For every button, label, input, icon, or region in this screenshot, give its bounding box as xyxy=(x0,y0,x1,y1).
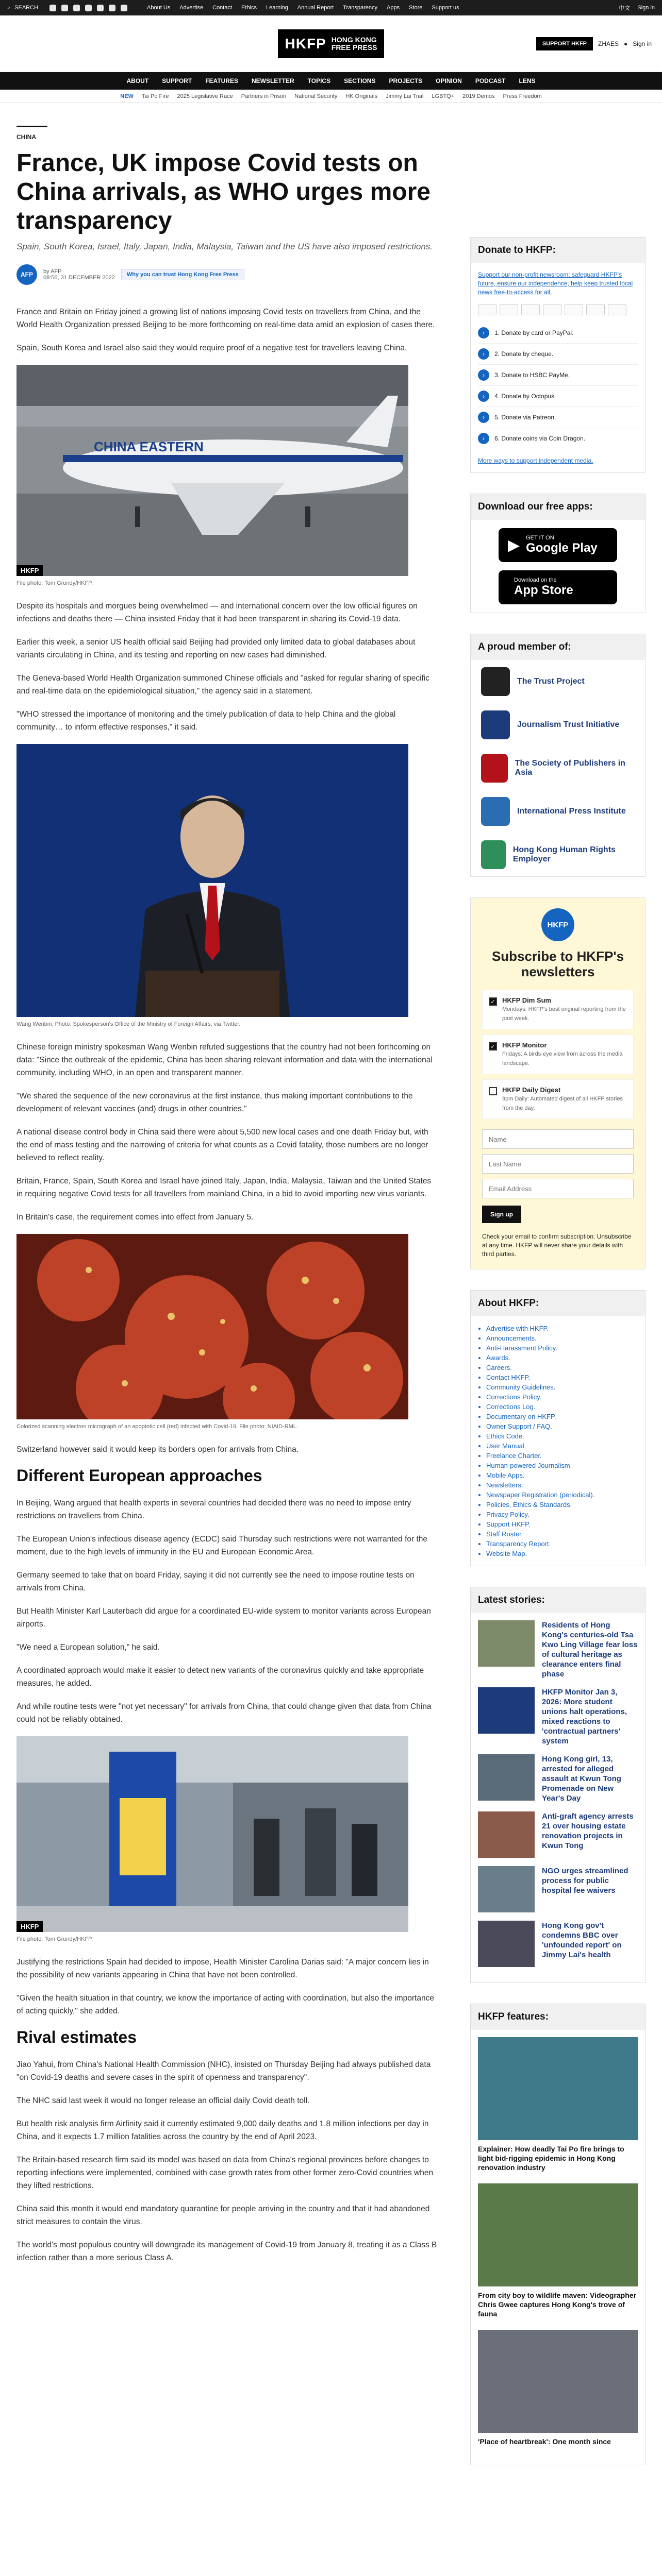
nav-newsletter[interactable]: NEWSLETTER xyxy=(251,77,294,84)
paragraph: "We need a European solution," he said. xyxy=(16,1643,160,1652)
paypal-icon xyxy=(521,304,540,315)
latest-story[interactable] xyxy=(478,1687,638,1746)
nav-topics[interactable]: TOPICS xyxy=(307,77,331,84)
payment-icons xyxy=(478,304,638,315)
nav-sections[interactable]: SECTIONS xyxy=(344,77,376,84)
section-heading: Rival estimates xyxy=(16,2028,137,2046)
about-link[interactable]: • Mobile Apps. xyxy=(486,1470,638,1480)
about-link[interactable]: • Community Guidelines. xyxy=(486,1382,638,1392)
about-link[interactable]: • Documentary on HKFP. xyxy=(486,1412,638,1421)
support-hkfp-button[interactable]: SUPPORT HKFP xyxy=(536,37,593,50)
util-link-support[interactable]: Support us xyxy=(432,5,459,11)
chevron-right-icon: › xyxy=(478,327,489,338)
nav-podcast[interactable]: PODCAST xyxy=(475,77,506,84)
ipi-logo xyxy=(481,797,510,826)
about-link[interactable]: • Website Map. xyxy=(486,1549,638,1558)
about-heading: About HKFP: xyxy=(471,1291,645,1316)
utility-links xyxy=(147,5,459,11)
nav-features[interactable]: FEATURES xyxy=(205,77,238,84)
donate-option[interactable] xyxy=(478,428,638,449)
member-sopa[interactable] xyxy=(471,747,645,790)
topbar-signin[interactable]: Sign in xyxy=(637,5,655,11)
feature-image xyxy=(478,2037,638,2140)
member-box xyxy=(470,634,646,877)
paragraph: "WHO stressed the importance of monitoring and the timely publication of data to help China and the global community… to inform effective responses," it said. xyxy=(16,710,396,732)
trending-link[interactable]: Partners in Prison xyxy=(241,93,287,99)
paragraph: Chinese foreign ministry spokesman Wang Wenbin refuted suggestions that the country had not been forthcoming on data: "Since the outbreak of the epidemic, China has been sharing relevant information and data with the international community, including WHO, in an open and transparent manner. xyxy=(16,1043,433,1077)
about-links xyxy=(471,1316,645,1566)
about-link[interactable]: • Human-powered Journalism. xyxy=(486,1461,638,1470)
about-box xyxy=(470,1290,646,1566)
about-link[interactable]: • Support HKFP. xyxy=(486,1519,638,1529)
spokesman-photo xyxy=(16,744,408,1017)
section-heading: Different European approaches xyxy=(16,1466,262,1485)
sopa-logo xyxy=(481,754,508,783)
sidebar xyxy=(470,237,646,2486)
nav-about[interactable]: ABOUT xyxy=(126,77,149,84)
paragraph: A national disease control body in China said there were about 5,500 new local cases and one death Friday but, with the end of mass testing and the narrowing of criteria for what counts as a Covid fatality, those numbers are no longer believed to reflect reality. xyxy=(16,1128,428,1162)
chevron-right-icon: › xyxy=(478,348,489,360)
photo-caption: File photo: Tom Grundy/HKFP. xyxy=(16,580,93,586)
social-icons xyxy=(49,5,127,11)
member-name: The Society of Publishers in Asia xyxy=(515,759,625,777)
donate-option-label: 6. Donate coins via Coin Dragon. xyxy=(494,435,586,442)
member-trust-project[interactable] xyxy=(471,660,645,703)
donate-option-label: 2. Donate by cheque. xyxy=(494,350,554,358)
facebook-icon[interactable] xyxy=(61,5,68,11)
donate-option[interactable] xyxy=(478,323,638,344)
airport-photo xyxy=(16,1736,408,1932)
paragraph: The European Union's infectious disease agency (ECDC) said Thursday such restrictions were not warranted for the moment, due to the high levels of immunity in the EU and European Economic Area. xyxy=(16,1535,428,1556)
trending-link[interactable]: 2025 Legislative Race xyxy=(177,93,233,99)
paragraph: France and Britain on Friday joined a growing list of nations imposing Covid tests on travellers from China, and the World Health Organization pressed Beijing to be more forthcoming on real-time data amid an explosion of cases there. xyxy=(16,308,435,329)
article-category[interactable]: CHINA xyxy=(16,126,47,141)
feature-title: 'Place of heartbreak': One month since xyxy=(478,2437,611,2446)
story-title: Anti-graft agency arrests 21 over housing estate renovation projects in Kwun Tong xyxy=(542,1812,634,1850)
feature-image xyxy=(478,2183,638,2286)
more-ways-link[interactable]: More ways to support independent media. xyxy=(478,457,593,464)
instagram-icon[interactable] xyxy=(73,5,80,11)
chevron-right-icon: › xyxy=(478,369,489,381)
paragraph: Despite its hospitals and morgues being overwhelmed — and international concern over the low official figures on infections and deaths there — China insisted Friday that it had been transparent in sharing its Covid-19 data. xyxy=(16,602,418,623)
trending-link[interactable]: Press Freedom xyxy=(503,93,542,99)
photo-caption: File photo: Tom Grundy/HKFP. xyxy=(16,1936,93,1942)
donate-option-label: 4. Donate by Octopus. xyxy=(494,393,556,400)
util-link-store[interactable]: Store xyxy=(409,5,423,11)
paragraph: And while routine tests were "not yet necessary" for arrivals from China, that could change given that data from China could not be reliably obtained. xyxy=(16,1702,432,1724)
about-link[interactable]: • Corrections Log. xyxy=(486,1402,638,1412)
author-name[interactable]: by AFP xyxy=(43,268,62,275)
newsletter-option[interactable] xyxy=(482,1079,634,1119)
donate-option[interactable] xyxy=(478,365,638,386)
newsletter-logo: HKFP xyxy=(541,908,574,941)
chinese-link[interactable]: 中文 xyxy=(619,5,631,11)
newsletter-name: HKFP Monitor xyxy=(502,1041,547,1049)
util-link-contact[interactable]: Contact xyxy=(212,5,233,11)
article-body xyxy=(16,306,439,2264)
newsletter-option[interactable] xyxy=(482,1035,634,1074)
header-signin[interactable]: Sign in xyxy=(633,40,652,47)
feature-story[interactable] xyxy=(478,2183,638,2318)
about-link[interactable]: • Awards. xyxy=(486,1353,638,1363)
header-actions xyxy=(536,37,652,50)
latest-story[interactable] xyxy=(478,1620,638,1679)
checkbox-checked[interactable]: ✓ xyxy=(489,1042,497,1050)
feature-story[interactable] xyxy=(478,2037,638,2172)
paragraph: Jiao Yahui, from China's National Health Commission (NHC), insisted on Thursday Beijing had always published data "on Covid-19 deaths and severe cases in the spirit of openness and transparency". xyxy=(16,2060,431,2082)
story-title: HKFP Monitor Jan 3, 2026: More student unions halt operations, mixed reactions to 'contractual partners' system xyxy=(542,1688,627,1745)
member-heading: A proud member of: xyxy=(471,634,645,660)
nav-lens[interactable]: LENS xyxy=(519,77,536,84)
feature-title: From city boy to wildlife maven: Videographer Chris Gwee captures Hong Kong's trove of fauna xyxy=(478,2291,637,2318)
newsletter-box xyxy=(470,897,646,1269)
airport-image xyxy=(16,1736,408,1932)
plane-image xyxy=(16,365,408,576)
paragraph: Britain, France, Spain, South Korea and Israel have joined Italy, Japan, India, Malaysia, Taiwan and the United States in requiring negative Covid tests for all travellers from mainland China, in a bid to avoid importing new virus variants. xyxy=(16,1177,432,1198)
paragraph: In Britain's case, the requirement comes into effect from January 5. xyxy=(16,1213,254,1222)
trending-bar xyxy=(0,90,662,103)
google-play-button[interactable] xyxy=(499,528,617,562)
paragraph: China said this month it would end mandatory quarantine for people arriving in the country and that it had abandoned strict measures to contain the virus. xyxy=(16,2205,430,2226)
trending-link[interactable]: Jimmy Lai Trial xyxy=(386,93,424,99)
language-link[interactable]: ZHAES xyxy=(598,40,619,47)
about-link[interactable]: • Transparency Report. xyxy=(486,1539,638,1549)
donate-intro-link[interactable]: Support our non-profit newsroom: safeguard HKFP's future, ensure our independence, help keep trusted local news free-to-access for all. xyxy=(478,271,633,296)
about-link[interactable]: • Policies, Ethics & Standards. xyxy=(486,1500,638,1510)
newsletter-name: HKFP Dim Sum xyxy=(502,996,552,1004)
paragraph: In Beijing, Wang argued that health experts in several countries had decided there was no need to impose entry restrictions on travellers from China. xyxy=(16,1499,411,1520)
about-link[interactable]: • Owner Support / FAQ. xyxy=(486,1421,638,1431)
paragraph: Switzerland however said it would keep its borders open for arrivals from China. xyxy=(16,1445,299,1454)
about-link[interactable]: • Corrections Policy. xyxy=(486,1392,638,1402)
logo-subtext xyxy=(332,36,377,52)
top-utility-bar xyxy=(0,0,662,15)
logo-line-1: HONG KONG xyxy=(331,35,377,44)
paragraph: But health risk analysis firm Airfinity said it currently estimated 9,000 daily deaths and 1.8 million infections per day in China, and it expects 1.7 million fatalities across the country by the end of April 2023. xyxy=(16,2120,429,2141)
features-box xyxy=(470,2004,646,2465)
latest-heading: Latest stories: xyxy=(471,1587,645,1613)
paragraph: A coordinated approach would make it easier to detect new variants of the coronavirus quickly and take appropriate measures, he added. xyxy=(16,1666,424,1688)
last-name-input[interactable] xyxy=(482,1154,634,1174)
article xyxy=(16,103,439,2275)
chevron-right-icon: › xyxy=(478,433,489,444)
trending-link[interactable]: LGBTQ+ xyxy=(432,93,455,99)
trending-link[interactable]: 2019 Demos xyxy=(462,93,495,99)
nav-projects[interactable]: PROJECTS xyxy=(389,77,423,84)
story-title: Hong Kong girl, 13, arrested for alleged assault at Kwun Tong Promenade on New Year's Day xyxy=(542,1755,621,1803)
utility-right xyxy=(619,4,655,12)
about-link[interactable]: • Ethics Code. xyxy=(486,1431,638,1441)
paragraph: The NHC said last week it would no longer release an official daily Covid death toll. xyxy=(16,2096,310,2105)
trending-link[interactable]: HK Originals xyxy=(345,93,378,99)
features-heading: HKFP features: xyxy=(471,2004,645,2030)
photo-caption: Wang Wenbin. Photo: Spokesperson's Office of the Ministry of Foreign Affairs, via Twitter. xyxy=(16,1021,241,1027)
telegram-icon[interactable] xyxy=(121,5,127,11)
trending-link[interactable]: Tai Po Fire xyxy=(141,93,169,99)
paragraph: Spain, South Korea and Israel also said they would require proof of a negative test for travellers leaving China. xyxy=(16,344,407,352)
new-badge: NEW xyxy=(120,93,134,99)
newsletter-desc: 9pm Daily: Automated digest of all HKFP stories from the day. xyxy=(502,1096,623,1111)
about-link[interactable]: • Advertise with HKFP. xyxy=(486,1324,638,1333)
paragraph: The world's most populous country will downgrade its management of Covid-19 from January 8, treating it as a Class B infection rather than a more serious Class A. xyxy=(16,2241,437,2262)
member-name: Journalism Trust Initiative xyxy=(517,720,620,729)
about-link[interactable]: • Contact HKFP. xyxy=(486,1372,638,1382)
checkbox-unchecked[interactable] xyxy=(489,1087,497,1095)
latest-box xyxy=(470,1587,646,1983)
about-link[interactable]: • Staff Roster. xyxy=(486,1529,638,1539)
youtube-icon[interactable] xyxy=(97,5,104,11)
hkfp-logo[interactable] xyxy=(278,29,385,58)
paragraph: But Health Minister Karl Lauterbach did argue for a coordinated EU-wide system to monitor variants across European airports. xyxy=(16,1607,431,1629)
story-title: NGO urges streamlined process for public hospital fee waivers xyxy=(542,1867,628,1895)
search-icon[interactable]: ⌕ xyxy=(7,4,11,11)
app-store-big: App Store xyxy=(514,583,573,597)
story-title: Hong Kong gov't condemns BBC over 'unfounded report' on Jimmy Lai's health xyxy=(542,1921,622,1959)
octopus-icon xyxy=(586,304,605,315)
amex-icon xyxy=(543,304,561,315)
email-input[interactable] xyxy=(482,1179,634,1198)
story-title: Residents of Hong Kong's centuries-old Tsa Kwo Ling Village fear loss of cultural heritage as clearance enters final phase xyxy=(542,1621,638,1679)
latest-story[interactable] xyxy=(478,1921,638,1967)
main-nav xyxy=(0,72,662,90)
article-subtitle: Spain, South Korea, Israel, Italy, Japan, India, Malaysia, Taiwan and the US have also imposed restrictions. xyxy=(16,242,433,251)
jti-logo xyxy=(481,710,510,739)
story-thumbnail xyxy=(478,1620,535,1667)
nav-opinion[interactable]: OPINION xyxy=(436,77,462,84)
story-thumbnail xyxy=(478,1811,535,1858)
site-header xyxy=(0,15,662,72)
newsletter-note: Check your email to confirm subscription. Unsubscribe at any time. HKFP will never share your details with third parties. xyxy=(482,1233,632,1258)
about-link[interactable]: • Newspaper Registration (periodical). xyxy=(486,1490,638,1500)
app-store-small: Download on the xyxy=(514,577,557,583)
article-title: France, UK impose Covid tests on China arrivals, as WHO urges more transparency xyxy=(16,149,431,234)
paragraph: "We shared the sequence of the new coronavirus at the first instance, thus making important contributions to the development of relevant vaccines (and) drugs in other countries." xyxy=(16,1092,413,1113)
plane-livery-text: CHINA EASTERN xyxy=(94,439,204,454)
hr-employer-logo xyxy=(481,840,506,869)
donate-option-label: 3. Donate to HSBC PayMe. xyxy=(494,371,570,379)
virus-photo xyxy=(16,1234,408,1419)
latest-story[interactable] xyxy=(478,1811,638,1858)
util-link-about[interactable]: About Us xyxy=(147,5,171,11)
nav-support[interactable]: SUPPORT xyxy=(162,77,192,84)
donate-option[interactable] xyxy=(478,386,638,407)
apps-box xyxy=(470,494,646,613)
feature-title: Explainer: How deadly Tai Po fire brings to light bid-rigging epidemic in Hong Kong renovation industry xyxy=(478,2145,624,2172)
google-play-small: GET IT ON xyxy=(526,535,554,541)
about-link[interactable]: • Freelance Charter. xyxy=(486,1451,638,1461)
trust-link[interactable]: Why you can trust Hong Kong Free Press xyxy=(121,269,244,280)
donate-box xyxy=(470,237,646,473)
about-link[interactable]: • Newsletters. xyxy=(486,1480,638,1490)
newsletter-option[interactable] xyxy=(482,990,634,1029)
chevron-right-icon: › xyxy=(478,391,489,402)
trending-link[interactable]: National Security xyxy=(294,93,338,99)
photo-caption: Colorized scanning electron micrograph of an apoptotic cell (red) infected with Covid-19. File photo: NIAID-RML. xyxy=(16,1423,298,1430)
signup-button[interactable]: Sign up xyxy=(482,1206,521,1223)
newsletter-heading: Subscribe to HKFP's newsletters xyxy=(491,948,624,979)
story-thumbnail xyxy=(478,1921,535,1967)
virus-micrograph xyxy=(16,1234,408,1419)
publish-date: 08:56, 31 DECEMBER 2022 xyxy=(43,275,115,281)
paragraph: Germany seemed to take that on board Friday, saying it did not currently see the need to impose routine tests on arrivals from China. xyxy=(16,1571,415,1592)
twitter-icon[interactable] xyxy=(49,5,56,11)
donate-option-label: 5. Donate via Patreon. xyxy=(494,414,556,421)
visa-icon xyxy=(478,304,496,315)
patreon-icon xyxy=(608,304,626,315)
util-link-annual-report[interactable]: Annual Report xyxy=(297,5,334,11)
newsletter-desc: Fridays: A birds-eye view from across the media landscape. xyxy=(502,1051,623,1066)
paragraph: "Given the health situation in that country, we know the importance of acting with coordination, but also the importance of acting quickly," she added. xyxy=(16,1994,434,2015)
about-link[interactable]: • Anti-Harassment Policy. xyxy=(486,1343,638,1353)
google-play-icon: ▶ xyxy=(508,536,520,554)
story-thumbnail xyxy=(478,1866,535,1912)
google-play-big: Google Play xyxy=(526,541,598,555)
user-icon[interactable]: ● xyxy=(624,40,628,47)
util-link-advertise[interactable]: Advertise xyxy=(179,5,204,11)
hkfp-watermark: HKFP xyxy=(16,1921,43,1932)
util-link-ethics[interactable]: Ethics xyxy=(241,5,257,11)
latest-story[interactable] xyxy=(478,1754,638,1803)
util-link-learning[interactable]: Learning xyxy=(266,5,288,11)
latest-story[interactable] xyxy=(478,1866,638,1912)
newsletter-desc: Mondays: HKFP's best original reporting from the past week. xyxy=(502,1006,626,1022)
donate-option[interactable] xyxy=(478,407,638,428)
mastercard-icon xyxy=(500,304,518,315)
byline xyxy=(16,264,439,285)
donate-option-label: 1. Donate by card or PayPal. xyxy=(494,329,574,336)
spokesman-image xyxy=(16,744,408,1017)
member-name: International Press Institute xyxy=(517,807,626,816)
about-link[interactable]: • Announcements. xyxy=(486,1333,638,1343)
paragraph: Justifying the restrictions Spain had decided to impose, Health Minister Carolina Darias said: "A major concern lies in the possibility of new variants appearing in China that have not been controlled. xyxy=(16,1958,429,1979)
plane-photo xyxy=(16,365,408,576)
about-link[interactable]: • User Manual. xyxy=(486,1441,638,1451)
paragraph: The Britain-based research firm said its model was based on data from China's regional provinces before changes to reporting infections were implemented, combined with case growth rates from other former zero-Covid countries when they lifted restrictions. xyxy=(16,2156,434,2190)
threads-icon[interactable] xyxy=(85,5,92,11)
paragraph: The Geneva-based World Health Organization summoned Chinese officials and "asked for regular sharing of specific and real-time data on the epidemiological situation," the agency said in a statement. xyxy=(16,674,430,696)
name-input[interactable] xyxy=(482,1129,634,1149)
member-name: Hong Kong Human Rights Employer xyxy=(512,845,616,863)
donate-option[interactable] xyxy=(478,344,638,365)
util-link-transparency[interactable]: Transparency xyxy=(343,5,378,11)
logo-text: HKFP xyxy=(285,35,326,52)
about-link[interactable]: • Careers. xyxy=(486,1363,638,1372)
feature-image xyxy=(478,2330,638,2433)
member-name: The Trust Project xyxy=(517,677,585,686)
payme-icon xyxy=(565,304,583,315)
newsletter-name: HKFP Daily Digest xyxy=(502,1086,561,1094)
util-link-apps[interactable]: Apps xyxy=(387,5,400,11)
apps-heading: Download our free apps: xyxy=(471,494,645,520)
hkfp-watermark: HKFP xyxy=(16,565,43,576)
trust-project-logo xyxy=(481,667,510,696)
paragraph: Earlier this week, a senior US health official said Beijing had provided only limited data to global databases about variants circulating in China, and its testing and reporting on new cases had diminished. xyxy=(16,638,416,659)
email-icon[interactable] xyxy=(109,5,115,11)
feature-story[interactable] xyxy=(478,2330,638,2446)
member-ipi[interactable] xyxy=(471,790,645,833)
chevron-right-icon: › xyxy=(478,412,489,423)
search-link[interactable]: SEARCH xyxy=(14,5,39,11)
author-avatar[interactable]: AFP xyxy=(16,264,37,285)
donate-heading: Donate to HKFP: xyxy=(471,238,645,263)
story-thumbnail xyxy=(478,1754,535,1801)
logo-line-2: FREE PRESS xyxy=(331,43,377,52)
checkbox-checked[interactable]: ✓ xyxy=(489,997,497,1006)
about-link[interactable]: • Privacy Policy. xyxy=(486,1510,638,1519)
story-thumbnail xyxy=(478,1687,535,1734)
member-jti[interactable] xyxy=(471,703,645,747)
member-hr-employer[interactable] xyxy=(471,833,645,876)
app-store-button[interactable] xyxy=(499,570,617,604)
